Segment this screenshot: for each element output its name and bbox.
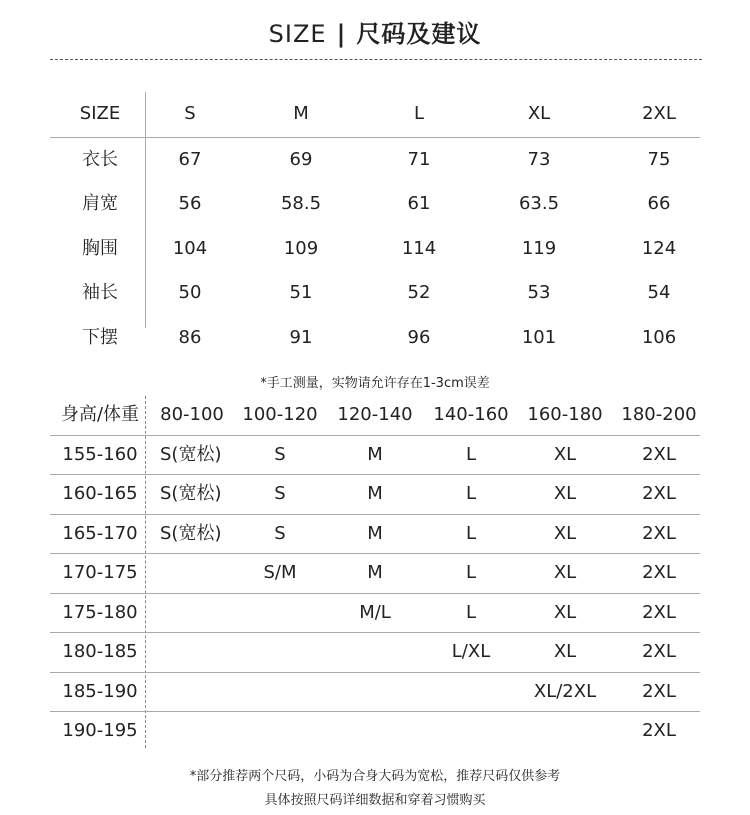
size-cell: 66 — [647, 193, 671, 214]
recommendation-cell: S/M — [263, 562, 297, 583]
recommendation-table — [50, 396, 700, 751]
size-cell: 114 — [401, 237, 437, 259]
size-cell: 63.5 — [518, 193, 560, 214]
size-cell: 124 — [641, 237, 677, 259]
recommendation-cell: 155-160 — [62, 443, 138, 465]
recommendation-cell: 2XL — [642, 601, 676, 623]
recommendation-cell: S — [274, 483, 286, 504]
recommendation-cell: 175-180 — [62, 601, 138, 623]
recommendation-cell: S — [274, 522, 286, 544]
recommendation-cell: L — [465, 562, 477, 583]
size-cell: 101 — [521, 326, 557, 348]
recommendation-cell: XL — [553, 601, 577, 623]
recommendation-cell: 2XL — [642, 562, 676, 583]
size-cell: 56 — [178, 193, 202, 214]
size-table-row — [50, 138, 700, 183]
recommendation-cell: 2XL — [642, 641, 676, 662]
recommendation-cell: 2XL — [642, 483, 676, 504]
size-cell: 75 — [647, 148, 671, 170]
size-header-cell: S — [184, 103, 196, 124]
recommendation-table-row — [50, 594, 700, 634]
recommendation-cell: 2XL — [642, 720, 676, 741]
recommendation-cell: 185-190 — [62, 680, 138, 702]
recommendation-cell: L/XL — [451, 641, 491, 662]
size-cell: 96 — [407, 326, 431, 348]
recommendation-cell: S(宽松) — [160, 483, 222, 504]
recommendation-cell: S(宽松) — [160, 522, 222, 544]
size-cell: 67 — [178, 148, 202, 170]
footer-note-2: 具体按照尺码详细数据和穿着习惯购买 — [264, 793, 486, 808]
recommendation-cell: L — [465, 443, 477, 465]
recommendation-cell: S — [274, 443, 286, 465]
title-en: SIZE — [268, 20, 327, 48]
recommendation-table-row — [50, 633, 700, 673]
recommendation-cell: 165-170 — [62, 522, 138, 544]
size-cell: 86 — [178, 326, 202, 348]
recommendation-table-header — [50, 396, 700, 436]
page-title — [0, 14, 750, 49]
measure-note: *手工测量，实物请允许存在1-3cm误差 — [260, 376, 490, 391]
size-cell: 109 — [283, 237, 319, 259]
size-cell: 71 — [407, 148, 431, 170]
recommendation-cell: S(宽松) — [160, 443, 222, 465]
title-cn: 尺码及建议 — [356, 20, 482, 48]
size-cell: 119 — [521, 237, 557, 259]
size-table-row — [50, 182, 700, 227]
size-header-cell: SIZE — [79, 103, 121, 124]
size-table-row — [50, 271, 700, 316]
size-cell: 69 — [289, 148, 313, 170]
size-cell: 58.5 — [280, 193, 322, 214]
size-cell: 54 — [647, 282, 671, 303]
size-table — [50, 92, 700, 360]
recommendation-table-row — [50, 554, 700, 594]
size-header-cell: XL — [527, 103, 551, 124]
size-cell: 下摆 — [82, 326, 118, 348]
recommendation-cell: XL — [553, 483, 577, 504]
recommendation-header-cell: 身高/体重 — [60, 404, 140, 425]
recommendation-cell: M — [367, 483, 383, 504]
recommendation-cell: 2XL — [642, 443, 676, 465]
recommendation-cell: 2XL — [642, 522, 676, 544]
recommendation-cell: XL/2XL — [533, 680, 597, 702]
size-table-row — [50, 316, 700, 361]
recommendation-header-cell: 120-140 — [337, 404, 413, 425]
size-cell: 袖长 — [82, 282, 118, 303]
recommendation-header-cell: 180-200 — [621, 404, 697, 425]
recommendation-table-row — [50, 673, 700, 713]
recommendation-cell: XL — [553, 562, 577, 583]
recommendation-cell: XL — [553, 522, 577, 544]
size-cell: 104 — [172, 237, 208, 259]
recommendation-cell: 190-195 — [62, 720, 138, 741]
recommendation-cell: L — [465, 522, 477, 544]
size-table-header — [50, 92, 700, 138]
recommendation-cell: M — [367, 443, 383, 465]
size-cell: 53 — [527, 282, 551, 303]
recommendation-table-row — [50, 515, 700, 555]
footer-note-1: *部分推荐两个尺码，小码为合身大码为宽松，推荐尺码仅供参考 — [189, 769, 561, 784]
title-divider — [50, 59, 702, 60]
title-separator: | — [336, 20, 347, 48]
recommendation-cell: M — [367, 562, 383, 583]
recommendation-cell: L — [465, 483, 477, 504]
recommendation-cell: XL — [553, 443, 577, 465]
recommendation-cell: 180-185 — [62, 641, 138, 662]
recommendation-cell: L — [465, 601, 477, 623]
size-header-cell: L — [413, 103, 425, 124]
size-table-row — [50, 227, 700, 272]
size-header-cell: M — [293, 103, 309, 124]
size-cell: 50 — [178, 282, 202, 303]
recommendation-table-row — [50, 475, 700, 515]
recommendation-cell: M/L — [359, 601, 391, 623]
recommendation-header-cell: 100-120 — [242, 404, 318, 425]
recommendation-cell: 170-175 — [62, 562, 138, 583]
recommendation-cell: M — [367, 522, 383, 544]
recommendation-header-cell: 160-180 — [527, 404, 603, 425]
size-cell: 衣长 — [82, 148, 118, 170]
size-cell: 胸围 — [82, 237, 118, 259]
recommendation-table-row — [50, 436, 700, 476]
size-cell: 51 — [289, 282, 313, 303]
recommendation-header-cell: 80-100 — [160, 404, 224, 425]
recommendation-cell: XL — [553, 641, 577, 662]
size-cell: 106 — [641, 326, 677, 348]
size-cell: 肩宽 — [82, 193, 118, 214]
recommendation-header-cell: 140-160 — [433, 404, 509, 425]
size-header-cell: 2XL — [642, 103, 676, 124]
size-cell: 61 — [407, 193, 431, 214]
recommendation-cell: 160-165 — [62, 483, 138, 504]
size-cell: 52 — [407, 282, 431, 303]
size-cell: 91 — [289, 326, 313, 348]
recommendation-table-row — [50, 712, 700, 751]
recommendation-cell: 2XL — [642, 680, 676, 702]
size-cell: 73 — [527, 148, 551, 170]
